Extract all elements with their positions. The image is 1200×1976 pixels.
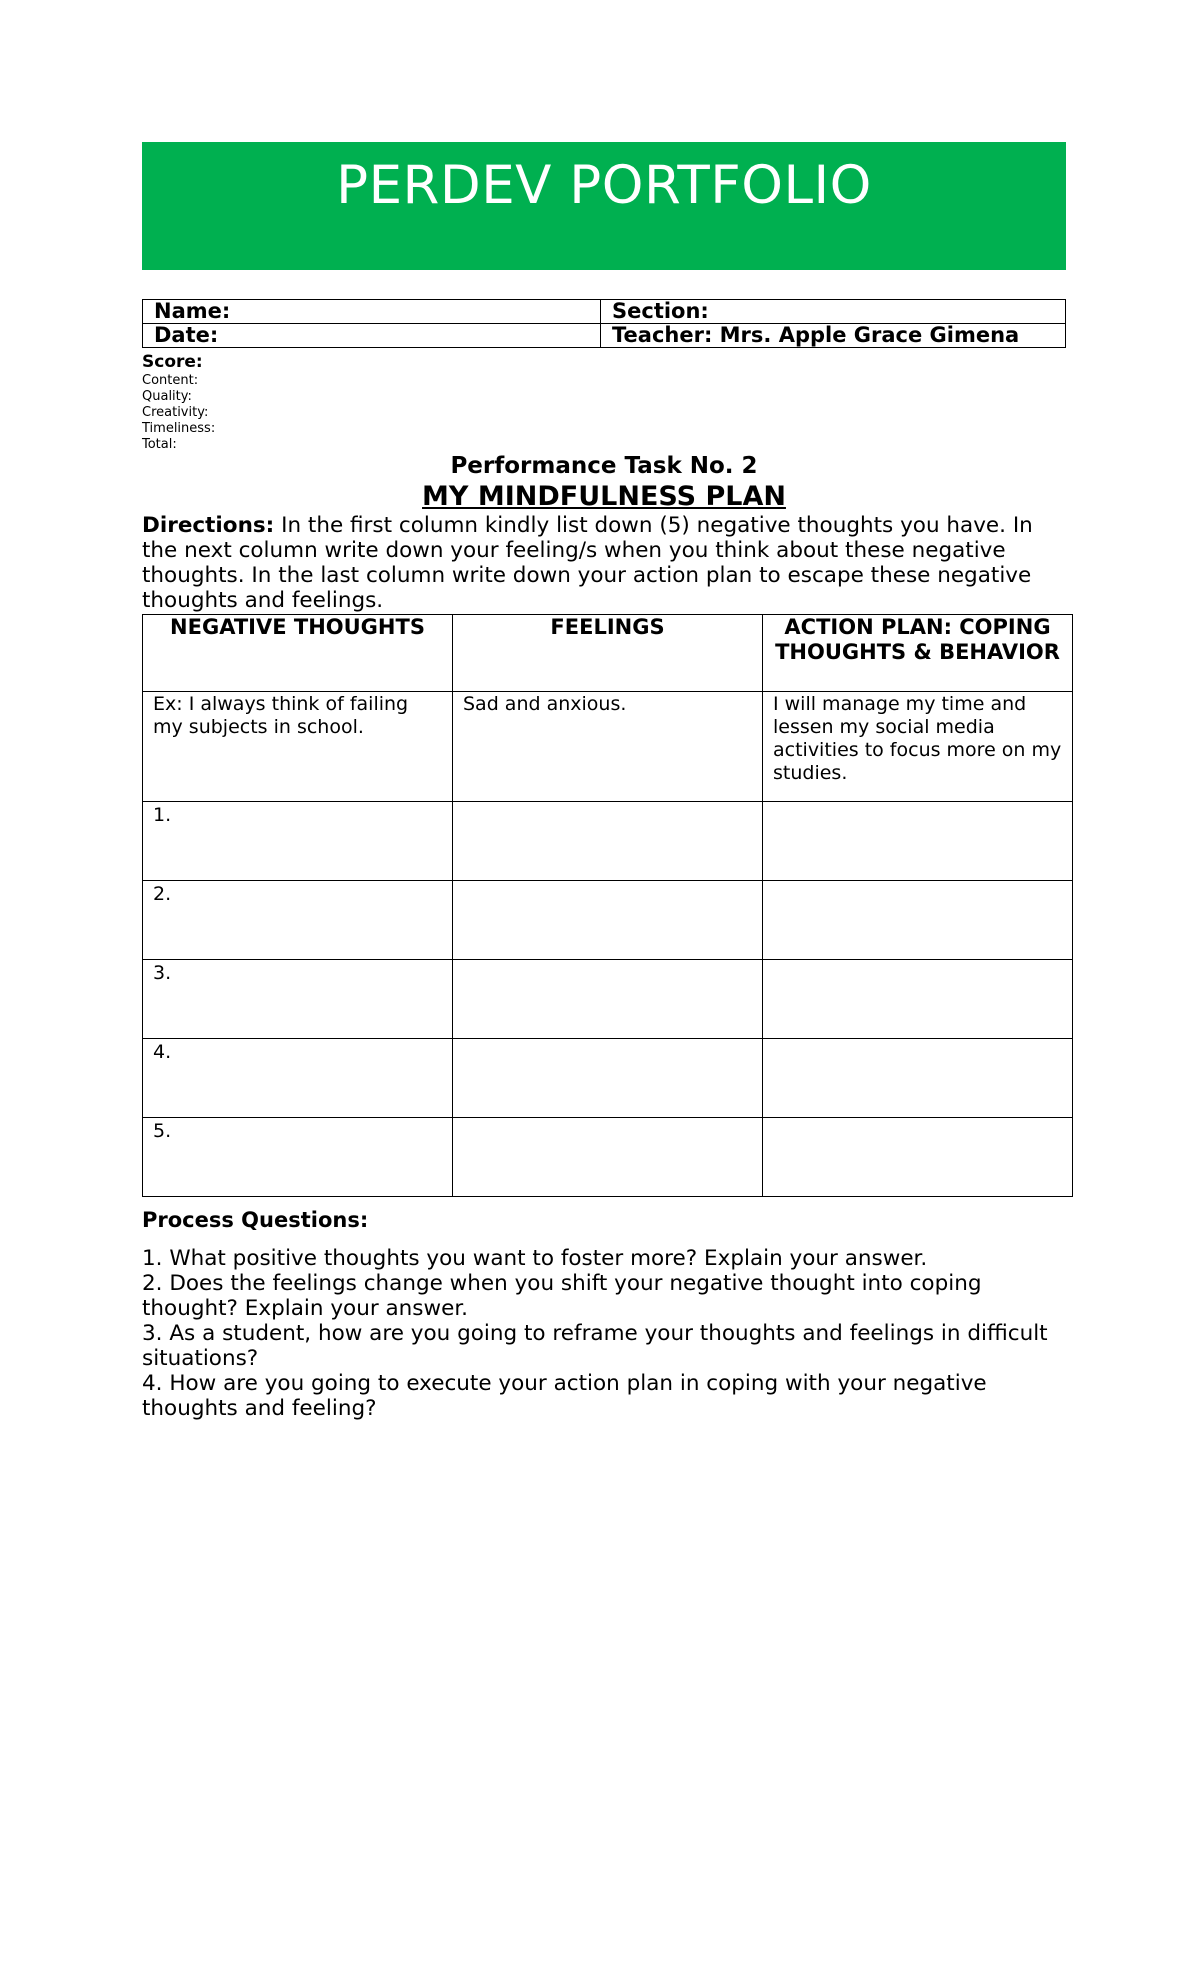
table-row <box>143 881 1073 960</box>
score-total: Total: <box>142 437 177 452</box>
column-header-action-plan: ACTION PLAN: COPING THOUGHTS & BEHAVIOR <box>763 615 1073 692</box>
process-questions-heading: Process Questions: <box>142 1208 369 1232</box>
feeling-cell[interactable] <box>453 960 763 1039</box>
directions-label: Directions: <box>142 513 275 538</box>
action-plan-cell[interactable] <box>763 802 1073 881</box>
negative-thought-cell[interactable]: 1. <box>143 802 453 881</box>
column-header-feelings: FEELINGS <box>453 615 763 692</box>
feeling-cell[interactable] <box>453 1118 763 1197</box>
student-info-table <box>142 299 1066 348</box>
negative-thought-cell[interactable]: 2. <box>143 881 453 960</box>
score-timeliness: Timeliness: <box>142 421 216 436</box>
process-question: 3. As a student, how are you going to reframe your thoughts and feelings in difficult situations? <box>142 1321 1048 1371</box>
process-question: 2. Does the feelings change when you shift your negative thought into coping thought? Explain your answer. <box>142 1271 982 1321</box>
action-plan-cell[interactable] <box>763 1039 1073 1118</box>
process-question: 4. How are you going to execute your action plan in coping with your negative thoughts and feeling? <box>142 1371 987 1421</box>
table-row <box>143 802 1073 881</box>
table-header-row <box>143 615 1073 692</box>
score-label: Score: <box>142 352 203 372</box>
teacher-field: Teacher: Mrs. Apple Grace Gimena <box>601 324 1066 348</box>
feeling-cell[interactable] <box>453 802 763 881</box>
example-action-plan: I will manage my time and lessen my social media activities to focus more on my studies. <box>763 692 1073 802</box>
task-number: Performance Task No. 2 <box>450 453 758 479</box>
action-plan-cell[interactable] <box>763 1118 1073 1197</box>
directions-text: In the first column kindly list down (5) negative thoughts you have. In the next column write down your feeling/s when you think about these negative thoughts. In the last column write down your action plan to escape these negative thoughts and feelings. <box>142 513 1033 613</box>
column-header-negative-thoughts: NEGATIVE THOUGHTS <box>143 615 453 692</box>
portfolio-title: PERDEV PORTFOLIO <box>336 155 872 216</box>
directions <box>142 513 1072 613</box>
score-creativity: Creativity: <box>142 405 209 420</box>
info-row <box>143 300 1066 324</box>
example-row <box>143 692 1073 802</box>
mindfulness-table <box>142 614 1073 1197</box>
table-row <box>143 1039 1073 1118</box>
action-plan-cell[interactable] <box>763 960 1073 1039</box>
process-question: 1. What positive thoughts you want to foster more? Explain your answer. <box>142 1246 928 1271</box>
table-row <box>143 1118 1073 1197</box>
name-field[interactable]: Name: <box>143 300 601 324</box>
feeling-cell[interactable] <box>453 1039 763 1118</box>
score-section <box>142 352 215 453</box>
negative-thought-cell[interactable]: 5. <box>143 1118 453 1197</box>
negative-thought-cell[interactable]: 3. <box>143 960 453 1039</box>
example-negative-thought: Ex: I always think of failing my subjects in school. <box>143 692 453 802</box>
table-row <box>143 960 1073 1039</box>
info-row <box>143 324 1066 348</box>
score-quality: Quality: <box>142 389 192 404</box>
plan-title: MY MINDFULNESS PLAN <box>422 481 786 512</box>
score-content: Content: <box>142 373 199 388</box>
process-questions-list <box>142 1246 1072 1421</box>
feeling-cell[interactable] <box>453 881 763 960</box>
section-field[interactable]: Section: <box>601 300 1066 324</box>
example-feeling: Sad and anxious. <box>453 692 763 802</box>
action-plan-cell[interactable] <box>763 881 1073 960</box>
title-banner <box>142 142 1066 270</box>
negative-thought-cell[interactable]: 4. <box>143 1039 453 1118</box>
date-field[interactable]: Date: <box>143 324 601 348</box>
